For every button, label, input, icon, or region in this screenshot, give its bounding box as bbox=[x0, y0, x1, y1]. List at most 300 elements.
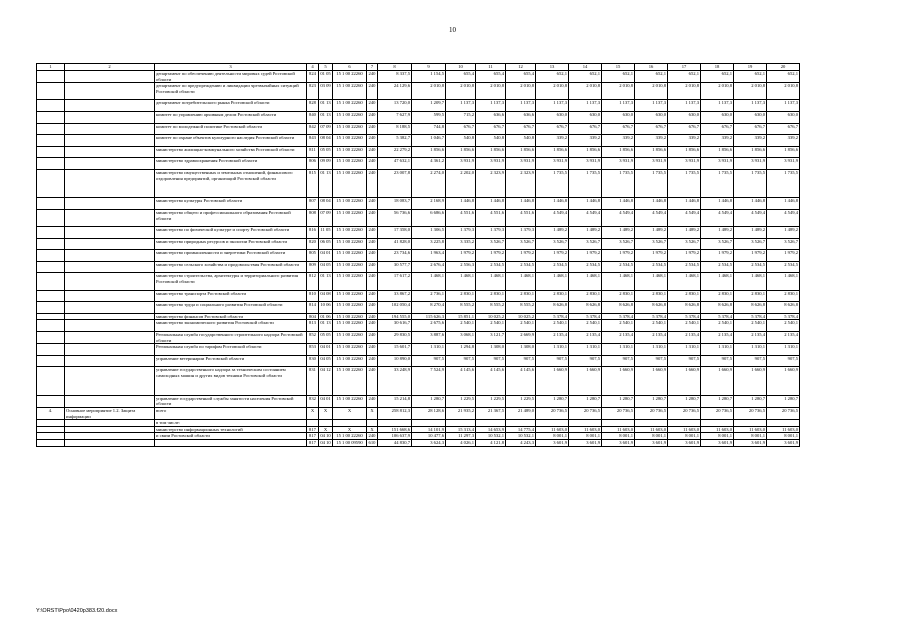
amount-cell: 907,5 bbox=[412, 355, 446, 367]
item-number-cell bbox=[37, 261, 65, 273]
executor-cell bbox=[155, 439, 307, 446]
code-cell: 812 bbox=[307, 273, 319, 290]
executor-cell: управление государственного надзора за техническим состоянием самоходных машин и других видов техники Ростовской области bbox=[155, 367, 307, 395]
amount-cell: 2 010,8 bbox=[476, 83, 506, 100]
amount-cell: 11 603,0 bbox=[635, 426, 668, 433]
code-cell: 240 bbox=[367, 290, 378, 302]
amount-cell: 2 534,5 bbox=[734, 261, 767, 273]
amount-cell: 11 603,0 bbox=[701, 426, 734, 433]
amount-cell: 8 626,8 bbox=[569, 302, 602, 314]
code-cell: 240 bbox=[367, 261, 378, 273]
executor-cell: министерство сельского хозяйства и продовольствия Ростовской области bbox=[155, 261, 307, 273]
amount-cell: 41 828,0 bbox=[378, 238, 412, 250]
code-cell: 09 09 bbox=[319, 158, 333, 170]
amount-cell: 1 468,1 bbox=[476, 273, 506, 290]
code-cell: 240 bbox=[367, 313, 378, 320]
item-number-cell bbox=[37, 332, 65, 344]
measure-name-cell: Основное мероприятие 1.2. Защита информации bbox=[65, 408, 155, 420]
code-cell: 15 1 00 22260 bbox=[333, 158, 367, 170]
item-number-cell bbox=[37, 344, 65, 356]
item-number-cell bbox=[37, 302, 65, 314]
amount-cell: 8 001,1 bbox=[602, 433, 635, 440]
code-cell: X bbox=[307, 408, 319, 420]
measure-name-cell bbox=[65, 290, 155, 302]
amount-cell: 5 378,4 bbox=[734, 313, 767, 320]
code-cell: 828 bbox=[307, 100, 319, 112]
amount-cell: 1 280,7 bbox=[767, 395, 800, 407]
amount-cell: 4 549,4 bbox=[602, 209, 635, 226]
executor-cell: комитет по молодежной политике Ростовской области bbox=[155, 123, 307, 135]
header-cell: 15 bbox=[602, 64, 635, 71]
amount-cell: 1 446,8 bbox=[506, 198, 536, 210]
amount-cell: 3 887,6 bbox=[412, 332, 446, 344]
amount-cell: 20 736,5 bbox=[536, 408, 569, 420]
amount-cell: 652,1 bbox=[701, 71, 734, 83]
amount-cell: 339,2 bbox=[734, 135, 767, 147]
amount-cell: 1 735,5 bbox=[701, 169, 734, 197]
amount-cell: 3 526,7 bbox=[569, 238, 602, 250]
table-row bbox=[37, 169, 800, 197]
amount-cell: 1 209,7 bbox=[412, 100, 446, 112]
code-cell: 813 bbox=[307, 320, 319, 332]
amount-cell: 14 101,9 bbox=[412, 426, 446, 433]
item-number-cell bbox=[37, 273, 65, 290]
code-cell: 01 13 bbox=[319, 320, 333, 332]
amount-cell: 23 007,8 bbox=[378, 169, 412, 197]
amount-cell: 2 135,4 bbox=[569, 332, 602, 344]
item-number-cell bbox=[37, 320, 65, 332]
amount-cell: 3 526,7 bbox=[536, 238, 569, 250]
executor-cell: министерство промышленности и энергетики Ростовской области bbox=[155, 250, 307, 262]
code-cell: 807 bbox=[307, 198, 319, 210]
amount-cell: 15 601,7 bbox=[378, 344, 412, 356]
amount-cell: 4 145,6 bbox=[506, 367, 536, 395]
amount-cell: 652,1 bbox=[767, 71, 800, 83]
code-cell: 832 bbox=[307, 395, 319, 407]
measure-name-cell bbox=[65, 355, 155, 367]
amount-cell: 2 534,5 bbox=[635, 261, 668, 273]
code-cell: 04 01 bbox=[319, 344, 333, 356]
code-cell: 610 bbox=[367, 439, 378, 446]
code-cell: 830 bbox=[307, 355, 319, 367]
measure-name-cell bbox=[65, 367, 155, 395]
amount-cell: 18 083,7 bbox=[378, 198, 412, 210]
amount-cell: 8 626,8 bbox=[767, 302, 800, 314]
header-row bbox=[37, 64, 800, 71]
amount-cell: 652,1 bbox=[635, 71, 668, 83]
amount-cell: 652,1 bbox=[536, 71, 569, 83]
amount-cell: 2 534,5 bbox=[569, 261, 602, 273]
amount-cell: 8 001,1 bbox=[536, 433, 569, 440]
amount-cell bbox=[446, 420, 476, 427]
amount-cell: 4 549,4 bbox=[767, 209, 800, 226]
amount-cell: 2 830,1 bbox=[701, 290, 734, 302]
table-row bbox=[37, 273, 800, 290]
amount-cell: 1 660,9 bbox=[668, 367, 701, 395]
amount-cell: 10 532,1 bbox=[506, 433, 536, 440]
amount-cell: 2 010,8 bbox=[536, 83, 569, 100]
header-cell: 8 bbox=[378, 64, 412, 71]
amount-cell: 540,8 bbox=[506, 135, 536, 147]
amount-cell: 4 145,6 bbox=[446, 367, 476, 395]
code-cell: 15 1 00 22260 bbox=[333, 135, 367, 147]
amount-cell: 30 616,7 bbox=[378, 320, 412, 332]
amount-cell: 540,8 bbox=[446, 135, 476, 147]
measure-name-cell bbox=[65, 439, 155, 446]
amount-cell: 1 310,1 bbox=[668, 344, 701, 356]
executor-cell: департамент по предупреждению и ликвидации чрезвычайных ситуаций Ростовской области bbox=[155, 83, 307, 100]
code-cell: 01 13 bbox=[319, 111, 333, 123]
amount-cell: 29 830,5 bbox=[378, 332, 412, 344]
amount-cell: 56 736,6 bbox=[378, 209, 412, 226]
amount-cell: 1 468,1 bbox=[536, 273, 569, 290]
amount-cell: 1 379,3 bbox=[446, 227, 476, 239]
code-cell: 240 bbox=[367, 344, 378, 356]
measure-name-cell bbox=[65, 250, 155, 262]
amount-cell: 652,1 bbox=[668, 71, 701, 83]
amount-cell: 8 337,5 bbox=[378, 71, 412, 83]
amount-cell: 339,2 bbox=[701, 135, 734, 147]
executor-cell: министерство труда и социального развития Ростовской области bbox=[155, 302, 307, 314]
amount-cell: 3 526,7 bbox=[635, 238, 668, 250]
amount-cell bbox=[602, 420, 635, 427]
amount-cell: 1 979,2 bbox=[734, 250, 767, 262]
amount-cell: 2 010,8 bbox=[569, 83, 602, 100]
amount-cell: 3 121,7 bbox=[476, 332, 506, 344]
amount-cell: 11 603,0 bbox=[569, 426, 602, 433]
amount-cell: 2 135,4 bbox=[701, 332, 734, 344]
amount-cell: 15 851,1 bbox=[446, 313, 476, 320]
amount-cell: 3 601,9 bbox=[767, 439, 800, 446]
amount-cell: 907,5 bbox=[476, 355, 506, 367]
header-cell: 5 bbox=[319, 64, 333, 71]
code-cell: 03 09 bbox=[319, 83, 333, 100]
amount-cell: 1 468,1 bbox=[734, 273, 767, 290]
executor-cell: в том числе: bbox=[155, 420, 307, 427]
amount-cell: 2 135,4 bbox=[602, 332, 635, 344]
amount-cell: 1 468,1 bbox=[668, 273, 701, 290]
amount-cell: 2 540,1 bbox=[734, 320, 767, 332]
amount-cell: 20 736,5 bbox=[668, 408, 701, 420]
item-number-cell bbox=[37, 111, 65, 123]
executor-cell: управление ветеринарии Ростовской области bbox=[155, 355, 307, 367]
amount-cell: 3 601,9 bbox=[668, 439, 701, 446]
code-cell: 240 bbox=[367, 320, 378, 332]
amount-cell: 8 001,1 bbox=[734, 433, 767, 440]
amount-cell: 4 551,6 bbox=[476, 209, 506, 226]
amount-cell: 13 720,0 bbox=[378, 100, 412, 112]
amount-cell: 630,0 bbox=[635, 111, 668, 123]
amount-cell bbox=[635, 420, 668, 427]
amount-cell: 5 378,4 bbox=[767, 313, 800, 320]
amount-cell: 1 979,2 bbox=[668, 250, 701, 262]
table-row bbox=[37, 250, 800, 262]
amount-cell bbox=[536, 420, 569, 427]
table-row bbox=[37, 420, 800, 427]
code-cell: 240 bbox=[367, 111, 378, 123]
amount-cell: 1 979,2 bbox=[536, 250, 569, 262]
code-cell bbox=[367, 420, 378, 427]
amount-cell: 3 931,9 bbox=[734, 158, 767, 170]
executor-cell: министерство транспорта Ростовской области bbox=[155, 290, 307, 302]
table-row bbox=[37, 395, 800, 407]
amount-cell: 1 468,1 bbox=[569, 273, 602, 290]
amount-cell: 1 468,1 bbox=[602, 273, 635, 290]
amount-cell: 2 676,4 bbox=[412, 261, 446, 273]
amount-cell: 44 830,7 bbox=[378, 439, 412, 446]
amount-cell: 1 489,2 bbox=[536, 227, 569, 239]
executor-cell: министерство природных ресурсов и экологии Ростовской области bbox=[155, 238, 307, 250]
amount-cell: 20 736,5 bbox=[635, 408, 668, 420]
measure-name-cell bbox=[65, 320, 155, 332]
table-row bbox=[37, 433, 800, 440]
amount-cell: 2 540,1 bbox=[536, 320, 569, 332]
amount-cell: 2 534,5 bbox=[506, 261, 536, 273]
document-path: Y:\ORST\Ppo\0420p383.f20.docx bbox=[36, 608, 118, 614]
amount-cell: 3 931,9 bbox=[536, 158, 569, 170]
item-number-cell bbox=[37, 238, 65, 250]
header-cell: 2 bbox=[65, 64, 155, 71]
amount-cell: 1 735,5 bbox=[635, 169, 668, 197]
amount-cell: 1 468,1 bbox=[446, 273, 476, 290]
executor-cell: министерство экономического развития Ростовской области bbox=[155, 320, 307, 332]
amount-cell: 1 660,9 bbox=[701, 367, 734, 395]
measure-name-cell bbox=[65, 395, 155, 407]
code-cell: 15 1 00 22260 bbox=[333, 100, 367, 112]
code-cell: 824 bbox=[307, 71, 319, 83]
code-cell: 07 09 bbox=[319, 123, 333, 135]
amount-cell: 676,7 bbox=[446, 123, 476, 135]
amount-cell: 1 856,6 bbox=[569, 146, 602, 158]
item-number-cell bbox=[37, 420, 65, 427]
amount-cell: 907,5 bbox=[602, 355, 635, 367]
code-cell: 814 bbox=[307, 302, 319, 314]
amount-cell: 5 378,4 bbox=[602, 313, 635, 320]
amount-cell: 2 540,1 bbox=[701, 320, 734, 332]
amount-cell: 2 135,4 bbox=[734, 332, 767, 344]
code-cell: 817 bbox=[307, 439, 319, 446]
amount-cell: 339,2 bbox=[602, 135, 635, 147]
amount-cell: 7 627,9 bbox=[378, 111, 412, 123]
measure-name-cell bbox=[65, 420, 155, 427]
amount-cell: 33 248,9 bbox=[378, 367, 412, 395]
table-row bbox=[37, 83, 800, 100]
amount-cell: 1 489,2 bbox=[602, 227, 635, 239]
header-cell: 10 bbox=[446, 64, 476, 71]
executor-cell: министерство финансов Ростовской области bbox=[155, 313, 307, 320]
amount-cell: 2 540,1 bbox=[476, 320, 506, 332]
amount-cell: 2 540,1 bbox=[668, 320, 701, 332]
amount-cell: 3 931,9 bbox=[767, 158, 800, 170]
table-row bbox=[37, 198, 800, 210]
amount-cell: 2 669,9 bbox=[506, 332, 536, 344]
table-row bbox=[37, 439, 800, 446]
amount-cell: 5 378,4 bbox=[701, 313, 734, 320]
code-cell: 820 bbox=[307, 238, 319, 250]
header-cell: 20 bbox=[767, 64, 800, 71]
amount-cell: 14 653,9 bbox=[476, 426, 506, 433]
code-cell: 11 05 bbox=[319, 227, 333, 239]
amount-cell: 33 867,2 bbox=[378, 290, 412, 302]
amount-cell: 4 549,4 bbox=[668, 209, 701, 226]
code-cell: 240 bbox=[367, 123, 378, 135]
amount-cell: 1 137,3 bbox=[476, 100, 506, 112]
amount-cell: 1 963,4 bbox=[412, 250, 446, 262]
table-row bbox=[37, 158, 800, 170]
amount-cell: 1 280,7 bbox=[668, 395, 701, 407]
code-cell: 240 bbox=[367, 367, 378, 395]
code-cell: 08 04 bbox=[319, 135, 333, 147]
amount-cell: 655,4 bbox=[506, 71, 536, 83]
item-number-cell bbox=[37, 209, 65, 226]
code-cell: 806 bbox=[307, 158, 319, 170]
amount-cell: 339,2 bbox=[536, 135, 569, 147]
amount-cell: 3 601,9 bbox=[734, 439, 767, 446]
table-row bbox=[37, 355, 800, 367]
amount-cell: 2 534,5 bbox=[476, 261, 506, 273]
amount-cell bbox=[734, 420, 767, 427]
amount-cell: 3 526,7 bbox=[602, 238, 635, 250]
amount-cell: 1 446,8 bbox=[602, 198, 635, 210]
measure-name-cell bbox=[65, 344, 155, 356]
code-cell: 240 bbox=[367, 198, 378, 210]
amount-cell: 2 010,8 bbox=[602, 83, 635, 100]
amount-cell: 907,5 bbox=[668, 355, 701, 367]
amount-cell: 14 775,4 bbox=[506, 426, 536, 433]
amount-cell: 4 549,4 bbox=[635, 209, 668, 226]
amount-cell: 630,0 bbox=[734, 111, 767, 123]
amount-cell: 3 931,9 bbox=[701, 158, 734, 170]
table-row bbox=[37, 313, 800, 320]
amount-cell: 20 736,5 bbox=[734, 408, 767, 420]
amount-cell: 1 310,1 bbox=[635, 344, 668, 356]
table-row bbox=[37, 146, 800, 158]
code-cell: 831 bbox=[307, 367, 319, 395]
executor-cell: комитет по охране объектов культурного наследия Ростовской области bbox=[155, 135, 307, 147]
amount-cell: 1 489,2 bbox=[734, 227, 767, 239]
measure-name-cell bbox=[65, 123, 155, 135]
amount-cell: 2 534,5 bbox=[701, 261, 734, 273]
code-cell: 15 1 00 22260 bbox=[333, 250, 367, 262]
code-cell bbox=[333, 420, 367, 427]
amount-cell: 1 154,5 bbox=[412, 71, 446, 83]
code-cell: X bbox=[319, 408, 333, 420]
amount-cell: 1 280,7 bbox=[602, 395, 635, 407]
amount-cell: 1 735,5 bbox=[536, 169, 569, 197]
table-row bbox=[37, 332, 800, 344]
amount-cell: 4 549,4 bbox=[701, 209, 734, 226]
amount-cell: 8 270,4 bbox=[412, 302, 446, 314]
amount-cell: 2 534,5 bbox=[767, 261, 800, 273]
budget-table bbox=[36, 63, 800, 447]
amount-cell: 2 540,1 bbox=[446, 320, 476, 332]
amount-cell: 20 736,5 bbox=[569, 408, 602, 420]
code-cell: 01 13 bbox=[319, 169, 333, 197]
amount-cell: 2 830,1 bbox=[767, 290, 800, 302]
amount-cell: 1 137,3 bbox=[602, 100, 635, 112]
amount-cell: 4 361,2 bbox=[412, 158, 446, 170]
amount-cell: 1 137,3 bbox=[767, 100, 800, 112]
amount-cell: 655,4 bbox=[446, 71, 476, 83]
amount-cell: 3 526,7 bbox=[734, 238, 767, 250]
amount-cell: 652,1 bbox=[734, 71, 767, 83]
amount-cell: 2 010,8 bbox=[506, 83, 536, 100]
amount-cell bbox=[668, 420, 701, 427]
code-cell: 07 09 bbox=[319, 209, 333, 226]
amount-cell: 8 188,5 bbox=[378, 123, 412, 135]
code-cell: 15 1 00 22260 bbox=[333, 83, 367, 100]
amount-cell: 1 660,9 bbox=[635, 367, 668, 395]
amount-cell: 1 229,5 bbox=[476, 395, 506, 407]
amount-cell: 599,5 bbox=[412, 111, 446, 123]
amount-cell: 1 856,6 bbox=[734, 146, 767, 158]
amount-cell: 907,5 bbox=[536, 355, 569, 367]
amount-cell: 3 526,7 bbox=[701, 238, 734, 250]
amount-cell: 2 540,1 bbox=[569, 320, 602, 332]
code-cell: 01 06 bbox=[320, 313, 331, 319]
executor-cell: министерство информационных технологий bbox=[155, 426, 307, 433]
amount-cell bbox=[506, 420, 536, 427]
amount-cell: 1 280,7 bbox=[412, 395, 446, 407]
amount-cell: 1 856,6 bbox=[767, 146, 800, 158]
code-cell: 15 1 00 22260 bbox=[333, 261, 367, 273]
amount-cell: 4 243,3 bbox=[506, 439, 536, 446]
amount-cell: 151 668,6 bbox=[378, 426, 412, 433]
item-number-cell bbox=[37, 426, 65, 433]
amount-cell: 1 310,1 bbox=[569, 344, 602, 356]
amount-cell: 1 468,1 bbox=[506, 273, 536, 290]
code-cell: 240 bbox=[367, 158, 378, 170]
amount-cell: 1 979,2 bbox=[446, 250, 476, 262]
code-cell: 04 08 bbox=[319, 290, 333, 302]
amount-cell: 2 540,1 bbox=[767, 320, 800, 332]
table-row bbox=[37, 426, 800, 433]
amount-cell: 8 001,1 bbox=[635, 433, 668, 440]
amount-cell: 2 135,4 bbox=[635, 332, 668, 344]
amount-cell: 1 446,8 bbox=[668, 198, 701, 210]
amount-cell: 1 979,2 bbox=[701, 250, 734, 262]
item-number-cell bbox=[37, 395, 65, 407]
item-number-cell: 4. bbox=[37, 408, 65, 420]
code-cell: 853 bbox=[307, 344, 319, 356]
code-cell: 823 bbox=[307, 83, 319, 100]
code-cell: 15 1 00 22260 bbox=[333, 395, 367, 407]
code-cell: 04 10 bbox=[320, 439, 331, 445]
code-cell: 15 1 00 22260 bbox=[333, 313, 367, 320]
amount-cell: 2 135,4 bbox=[668, 332, 701, 344]
amount-cell: 22 279,2 bbox=[378, 146, 412, 158]
code-cell: 240 bbox=[367, 71, 378, 83]
amount-cell: 1 660,9 bbox=[602, 367, 635, 395]
amount-cell: 8 626,8 bbox=[635, 302, 668, 314]
amount-cell: 1 489,2 bbox=[569, 227, 602, 239]
code-cell: 15 1 00 22260 bbox=[333, 71, 367, 83]
item-number-cell bbox=[37, 367, 65, 395]
executor-cell: министерство по физической культуре и спорту Ростовской области bbox=[155, 227, 307, 239]
amount-cell: 106 637,9 bbox=[378, 433, 412, 440]
executor-cell: департамент потребительского рынка Ростовской области bbox=[155, 100, 307, 112]
item-number-cell bbox=[37, 227, 65, 239]
amount-cell: 1 856,6 bbox=[536, 146, 569, 158]
header-cell: 14 bbox=[569, 64, 602, 71]
measure-name-cell bbox=[65, 332, 155, 344]
code-cell: 15 1 00 22260 bbox=[333, 227, 367, 239]
amount-cell: 15 214,8 bbox=[378, 395, 412, 407]
item-number-cell bbox=[37, 100, 65, 112]
amount-cell: 3 526,7 bbox=[767, 238, 800, 250]
code-cell: 852 bbox=[307, 332, 319, 344]
amount-cell: 28 128,6 bbox=[412, 408, 446, 420]
